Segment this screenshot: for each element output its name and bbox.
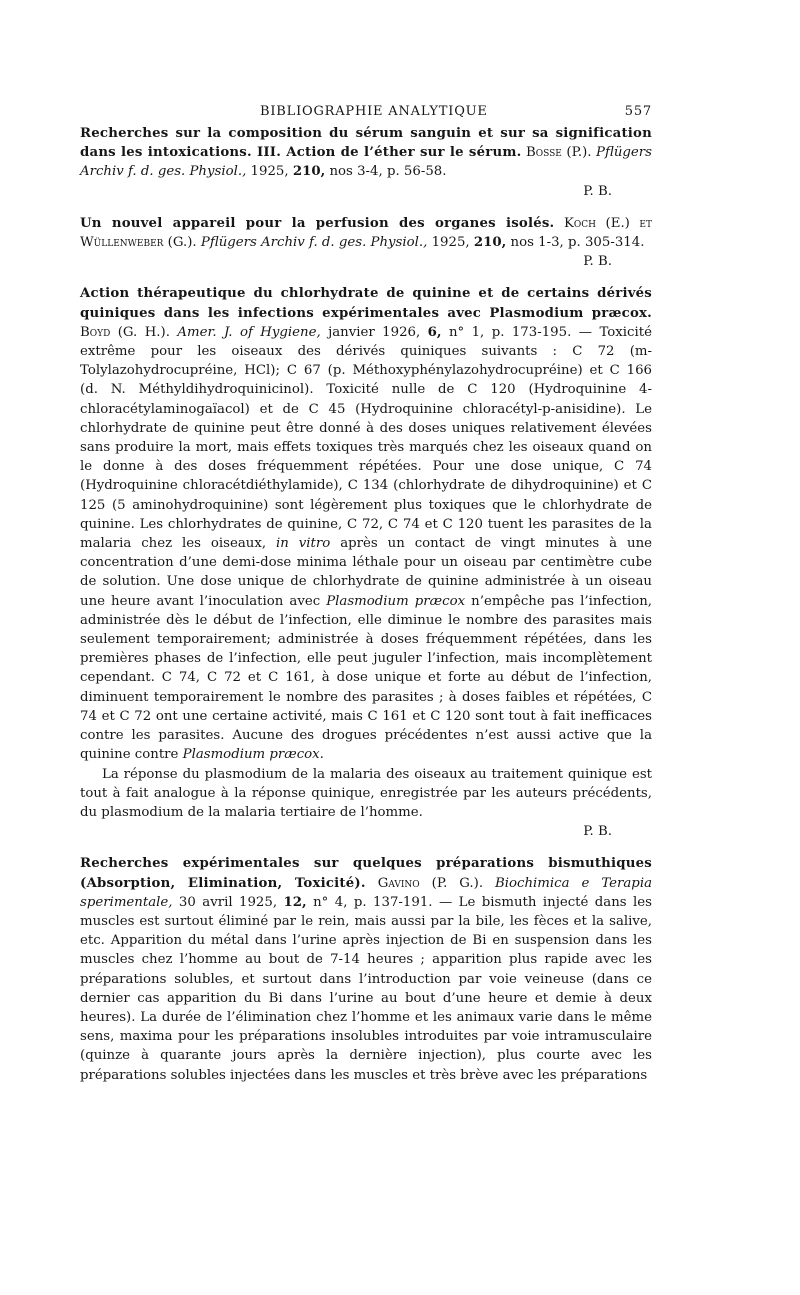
entry-volume: 210, (292, 164, 326, 180)
entry-title: Recherches sur la composition du sérum sanguin et sur sa signification dans les intoxications. III. Action de l’éther sur le sérum. (80, 126, 652, 161)
entry-volume: 6, (427, 324, 442, 340)
entry-volume: 210, (473, 235, 507, 251)
entry-journal: Pflügers Archiv f. d. ges. Physiol., (80, 145, 652, 180)
entry-signature: P. B. (583, 254, 612, 270)
entry-title: Un nouvel appareil pour la perfusion des organes isolés. (80, 215, 555, 231)
entry-body: — Toxicité extrême pour les oiseaux des dérivés quiniques suivants : C 72 (m-Tolylazohydrocupréine, HCl); C 67 (p. Méthoxyphénylazohydrocupréine) et C 166 (d. N. Méthyldihydroquinicinol). Toxicité nulle de C 120 (Hydroquinine 4-chloracétylaminogaïacol) et de C 45 (Hydroquinine chloracétyl-p-anisidine). Le chlorhydrate de quinine peut être donné à des doses uniques relativement élevées sans produire la mort, mais effets toxiques très marqués chez les oiseaux quand on le donne à des doses fréquemment répétées. Pour une dose unique, C 74 (Hydroquinine chloracétdiéthylamide), C 134 (chlorhydrate de dihydroquinine) et C 125 (5 aminohydroquinine) sont légèrement plus toxiques que le chlorhydrate de quinine. Les chlorhydrates de quinine, C 72, C 74 et C 120 tuent les parasites de la malaria chez les oiseaux, (80, 324, 652, 552)
entry-author: Bosse (P.). (525, 145, 592, 161)
page-number: 557 (624, 104, 652, 119)
bibliography-entry (80, 124, 652, 201)
entry-signature: P. B. (583, 183, 612, 199)
entry-pages: n° 1, p. 173-195. (448, 324, 572, 340)
entry-paragraph: La réponse du plasmodium de la malaria des oiseaux au traitement quinique est tout à fait analogue à la réponse quinique, enregistrée par les auteurs précédents, du plasmodium de la malaria tertiaire de l’homme. (80, 766, 652, 820)
entry-pages: nos 3-4, p. 56-58. (329, 164, 447, 180)
entry-journal: Pflügers Archiv f. d. ges. Physiol., (200, 235, 428, 251)
entry-title: Recherches expérimentales sur quelques préparations bismuthiques (Absorption, Elimination, Toxicité). (80, 856, 652, 891)
entry-pages: nos 1-3, p. 305-314. (510, 235, 645, 251)
running-header (80, 104, 652, 124)
entry-year: 1925, (250, 164, 289, 180)
entry-species: Plasmodium præcox (326, 593, 466, 609)
entry-species: Plasmodium præcox. (182, 747, 324, 763)
entry-volume: 12, (283, 894, 307, 910)
bibliography-entry (80, 284, 652, 841)
article-column (80, 124, 652, 1085)
entry-author: Gavino (P. G.). (377, 875, 484, 891)
entry-journal: Amer. J. of Hygiene, (177, 324, 321, 340)
entry-signature: P. B. (583, 824, 612, 840)
entry-author: Koch (E.) et Wüllenweber (G.). (80, 215, 652, 251)
entry-body: après un contact de vingt minutes à une concentration d’une demi-dose minima léthale pour un oiseau par centimètre cube de solution. Une dose unique de chlorhydrate de quinine administrée à un oiseau une heure avant l’inoculation avec (80, 536, 653, 609)
entry-pages: n° 4, p. 137-191. (313, 894, 433, 910)
entry-year: 30 avril 1925, (178, 894, 278, 910)
bibliography-entry (80, 214, 652, 272)
entry-in-vitro: in vitro (276, 536, 331, 552)
entry-body: — Le bismuth injecté dans les muscles est surtout éliminé par le rein, mais aussi par la bile, les fèces et la salive, etc. Apparition du métal dans l’urine après injection de Bi en suspension dans les muscles chez l’homme au bout de 7-14 heures ; apparition plus rapide avec les préparations solubles, et surtout dans l’introduction par voie veineuse (dans ce dernier cas apparition du Bi dans l’urine au bout d’une heure et demie à deux heures). La durée de l’élimination chez l’homme et les animaux varie dans le même sens, maxima pour les préparations insolubles introduites par voie intramusculaire (quinze à quarante jours après la dernière injection), plus courte avec les préparations solubles injectées dans les muscles et très brève avec les préparations (80, 894, 652, 1083)
entry-journal: Biochimica e Terapia sperimentale, (80, 875, 653, 910)
entry-year: janvier 1926, (328, 324, 421, 340)
running-title: BIBLIOGRAPHIE ANALYTIQUE (260, 104, 488, 119)
bibliography-entry (80, 854, 652, 1084)
entry-year: 1925, (431, 235, 470, 251)
entry-body: n’empêche pas l’infection, administrée dès le début de l’infection, elle diminue le nombre des parasites mais seulement temporairement; administrée à doses fréquemment répétées, dans les premières phases de l’infection, elle peut juguler l’infection, mais incomplètement cependant. C 74, C 72 et C 161, à dose unique et forte au début de l’infection, diminuent temporairement le nombre des parasites ; à doses faibles et répétées, C 74 et C 72 ont une certaine activité, mais C 161 et C 120 sont tout à fait inefficaces contre les parasites. Aucune des drogues précédentes n’est aussi active que la quinine contre (80, 593, 653, 763)
entry-title: Action thérapeutique du chlorhydrate de quinine et de certains dérivés quiniques dans les infections expérimentales avec Plasmodium præcox. (80, 286, 652, 321)
entry-author: Boyd (G. H.). (80, 324, 170, 340)
